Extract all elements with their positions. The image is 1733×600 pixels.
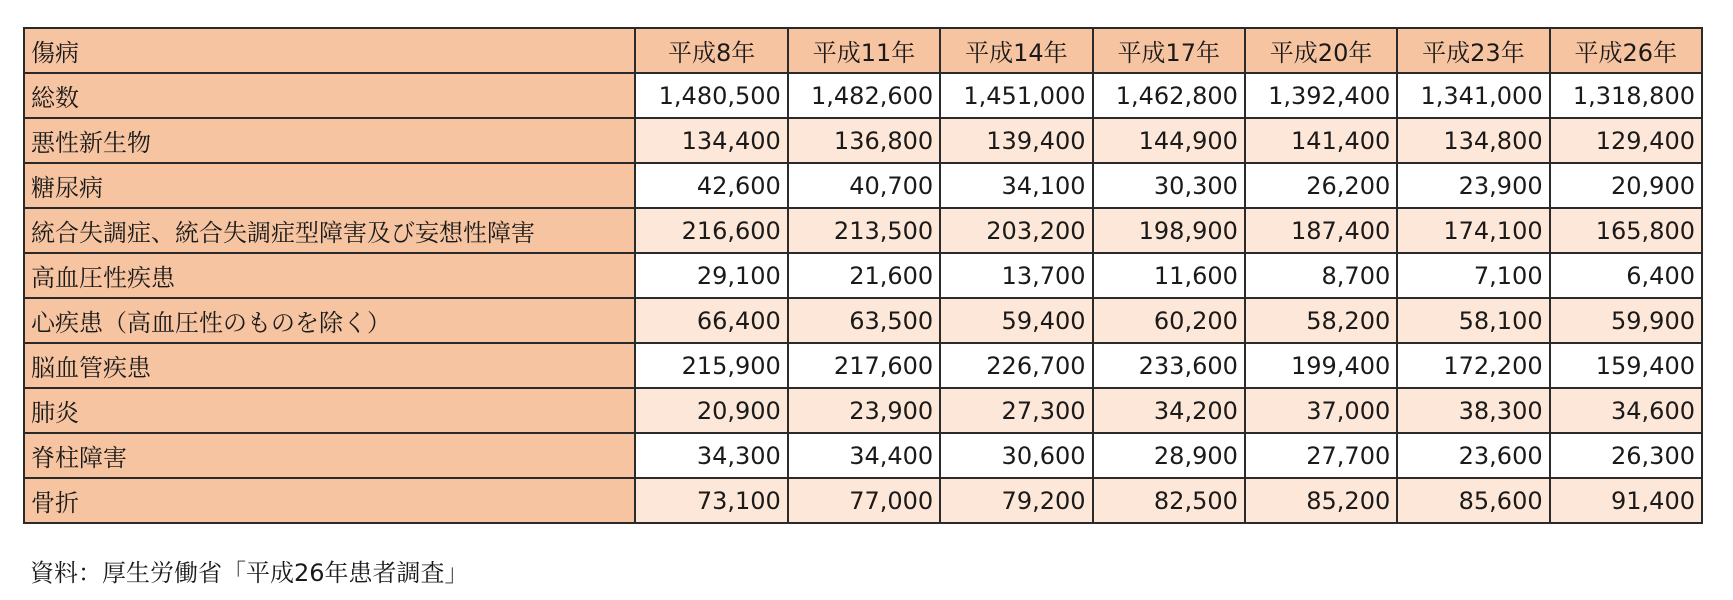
patient-count-cell: 20,900 — [635, 388, 787, 433]
patient-count-cell: 30,600 — [940, 433, 1092, 478]
patient-count-cell: 34,300 — [635, 433, 787, 478]
row-disease-label: 高血圧性疾患 — [24, 253, 635, 298]
header-year: 平成17年 — [1093, 28, 1245, 73]
header-year: 平成8年 — [635, 28, 787, 73]
table-row — [24, 73, 1702, 118]
patient-count-cell: 91,400 — [1550, 478, 1702, 523]
patient-count-cell: 34,600 — [1550, 388, 1702, 433]
table-row — [24, 343, 1702, 388]
patient-count-cell: 59,400 — [940, 298, 1092, 343]
source-note: 資料：厚生労働省「平成26年患者調査」 — [30, 559, 469, 587]
patient-count-cell: 28,900 — [1093, 433, 1245, 478]
patient-count-cell: 26,300 — [1550, 433, 1702, 478]
patient-count-cell: 165,800 — [1550, 208, 1702, 253]
patient-count-cell: 8,700 — [1245, 253, 1397, 298]
patient-count-cell: 134,400 — [635, 118, 787, 163]
row-disease-label: 骨折 — [24, 478, 635, 523]
row-disease-label: 肺炎 — [24, 388, 635, 433]
table-row — [24, 298, 1702, 343]
patient-count-cell: 1,318,800 — [1550, 73, 1702, 118]
patient-count-cell: 85,200 — [1245, 478, 1397, 523]
patient-count-cell: 159,400 — [1550, 343, 1702, 388]
patient-count-cell: 174,100 — [1397, 208, 1549, 253]
row-disease-label: 脊柱障害 — [24, 433, 635, 478]
patient-count-cell: 129,400 — [1550, 118, 1702, 163]
patient-count-cell: 7,100 — [1397, 253, 1549, 298]
patient-count-cell: 34,400 — [788, 433, 940, 478]
patient-count-cell: 58,200 — [1245, 298, 1397, 343]
row-disease-label: 悪性新生物 — [24, 118, 635, 163]
header-year: 平成23年 — [1397, 28, 1549, 73]
patient-count-cell: 215,900 — [635, 343, 787, 388]
header-year: 平成20年 — [1245, 28, 1397, 73]
patient-count-cell: 34,200 — [1093, 388, 1245, 433]
table-row — [24, 433, 1702, 478]
patient-count-cell: 1,482,600 — [788, 73, 940, 118]
patient-count-cell: 1,392,400 — [1245, 73, 1397, 118]
patient-count-cell: 216,600 — [635, 208, 787, 253]
patient-count-cell: 233,600 — [1093, 343, 1245, 388]
row-disease-label: 総数 — [24, 73, 635, 118]
patient-count-cell: 203,200 — [940, 208, 1092, 253]
patient-count-cell: 144,900 — [1093, 118, 1245, 163]
header-year: 平成11年 — [788, 28, 940, 73]
patient-count-cell: 60,200 — [1093, 298, 1245, 343]
row-disease-label: 脳血管疾患 — [24, 343, 635, 388]
patient-count-cell: 139,400 — [940, 118, 1092, 163]
table-row — [24, 478, 1702, 523]
patient-count-cell: 27,300 — [940, 388, 1092, 433]
table-row — [24, 208, 1702, 253]
patient-count-cell: 6,400 — [1550, 253, 1702, 298]
patient-count-cell: 23,900 — [1397, 163, 1549, 208]
table-row — [24, 118, 1702, 163]
patient-count-cell: 77,000 — [788, 478, 940, 523]
patient-count-cell: 66,400 — [635, 298, 787, 343]
patient-count-cell: 82,500 — [1093, 478, 1245, 523]
patient-count-cell: 11,600 — [1093, 253, 1245, 298]
table-row — [24, 163, 1702, 208]
patient-count-cell: 13,700 — [940, 253, 1092, 298]
header-disease-label: 傷病 — [24, 28, 635, 73]
patient-count-cell: 37,000 — [1245, 388, 1397, 433]
patient-count-cell: 1,451,000 — [940, 73, 1092, 118]
table-row — [24, 388, 1702, 433]
patient-count-cell: 141,400 — [1245, 118, 1397, 163]
patient-count-cell: 29,100 — [635, 253, 787, 298]
patient-count-cell: 199,400 — [1245, 343, 1397, 388]
patient-count-cell: 30,300 — [1093, 163, 1245, 208]
patient-count-cell: 34,100 — [940, 163, 1092, 208]
patient-statistics-table — [23, 27, 1703, 524]
patient-count-cell: 217,600 — [788, 343, 940, 388]
table-row — [24, 253, 1702, 298]
patient-count-cell: 136,800 — [788, 118, 940, 163]
patient-count-cell: 58,100 — [1397, 298, 1549, 343]
patient-count-cell: 79,200 — [940, 478, 1092, 523]
patient-count-cell: 1,480,500 — [635, 73, 787, 118]
patient-count-cell: 20,900 — [1550, 163, 1702, 208]
patient-count-cell: 198,900 — [1093, 208, 1245, 253]
patient-count-cell: 21,600 — [788, 253, 940, 298]
patient-count-cell: 1,462,800 — [1093, 73, 1245, 118]
patient-count-cell: 59,900 — [1550, 298, 1702, 343]
row-disease-label: 心疾患（高血圧性のものを除く） — [24, 298, 635, 343]
header-year: 平成26年 — [1550, 28, 1702, 73]
patient-statistics-table-container — [23, 27, 1703, 524]
patient-count-cell: 172,200 — [1397, 343, 1549, 388]
patient-count-cell: 134,800 — [1397, 118, 1549, 163]
patient-count-cell: 85,600 — [1397, 478, 1549, 523]
patient-count-cell: 187,400 — [1245, 208, 1397, 253]
patient-count-cell: 63,500 — [788, 298, 940, 343]
header-year: 平成14年 — [940, 28, 1092, 73]
patient-count-cell: 1,341,000 — [1397, 73, 1549, 118]
patient-count-cell: 26,200 — [1245, 163, 1397, 208]
patient-count-cell: 23,600 — [1397, 433, 1549, 478]
header-row — [24, 28, 1702, 73]
patient-count-cell: 73,100 — [635, 478, 787, 523]
patient-count-cell: 226,700 — [940, 343, 1092, 388]
patient-count-cell: 213,500 — [788, 208, 940, 253]
patient-count-cell: 38,300 — [1397, 388, 1549, 433]
patient-count-cell: 27,700 — [1245, 433, 1397, 478]
row-disease-label: 糖尿病 — [24, 163, 635, 208]
patient-count-cell: 23,900 — [788, 388, 940, 433]
row-disease-label: 統合失調症、統合失調症型障害及び妄想性障害 — [24, 208, 635, 253]
patient-count-cell: 40,700 — [788, 163, 940, 208]
patient-count-cell: 42,600 — [635, 163, 787, 208]
